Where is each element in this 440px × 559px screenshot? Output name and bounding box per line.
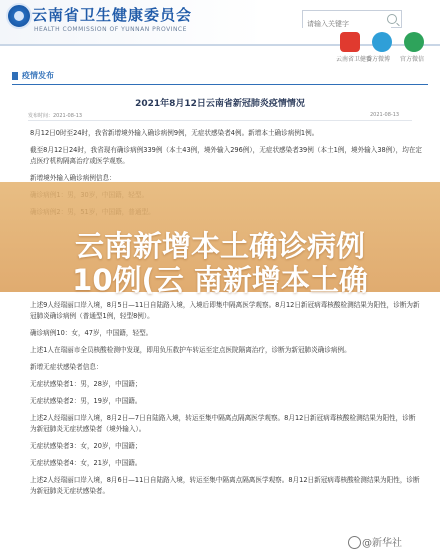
paragraph: 截至8月12日24时，我省现有确诊病例339例（本土43例，境外输入296例），无症状感染者39例（本土1例，境外输入38例），均在定点医疗机构隔离治疗或医学观察。 [30, 146, 423, 165]
paragraph: 上述9人经瑞丽口岸入境，8月5日—11日自陆路入境，入境后即集中隔离医学观察。8月12日新冠病毒核酸检测结果为阳性，诊断为新冠肺炎确诊病例（普通型1例，轻型8例）。 [30, 301, 420, 320]
weibo-label: 官方微博 [366, 56, 391, 63]
watermark: @新华社 [362, 538, 402, 549]
org-name-en: HEALTH COMMISSION OF YUNNAN PROVINCE [34, 26, 187, 33]
paragraph: 上述1人在瑞丽市全员核酸检测中发现，即用负压救护车转运至定点医院隔离治疗，诊断为新冠肺炎确诊病例。 [30, 346, 351, 354]
search-input[interactable] [303, 18, 391, 32]
paragraph: 上述2人经瑞丽口岸入境，8月6日—11日自陆路入境，转运至集中隔离点隔离医学观察。8月12日新冠病毒核酸检测结果为阳性，诊断为新冠肺炎无症状感染者。 [30, 476, 420, 495]
paragraph: 无症状感染者1：男，28岁，中国籍； [30, 380, 142, 388]
paragraph: 确诊病例10：女，47岁，中国籍，轻型。 [30, 329, 153, 337]
article-title: 2021年8月12日云南省新冠肺炎疫情情况 [135, 99, 305, 109]
article-body-lower [30, 300, 422, 503]
section-bar [12, 70, 428, 85]
article-source: 发布时间：2021-08-13 [28, 113, 83, 119]
paragraph: 8月12日0时至24时，我省新增境外输入确诊病例9例，无症状感染者4例。新增本土确诊病例1例。 [30, 129, 319, 137]
gov-app-label: 云南省卫健委 [336, 56, 373, 63]
org-name: 云南省卫生健康委员会 [32, 6, 193, 24]
emblem-icon [6, 3, 32, 29]
meta-divider [28, 120, 412, 121]
paragraph: 新增境外输入确诊病例信息： [30, 174, 116, 182]
paragraph: 无症状感染者3：女，20岁，中国籍； [30, 442, 142, 450]
watermark-logo-icon [348, 536, 361, 549]
wechat-label: 官方微信 [400, 56, 425, 63]
article-date: 2021-08-13 [370, 112, 400, 118]
section-marker-icon [12, 72, 18, 80]
search-icon[interactable] [387, 14, 397, 24]
wechat-icon[interactable] [404, 32, 424, 52]
search-box[interactable] [302, 10, 402, 28]
gov-app-icon[interactable] [340, 32, 360, 52]
paragraph: 无症状感染者2：男，19岁，中国籍。 [30, 397, 142, 405]
paragraph: 无症状感染者4：女，21岁，中国籍。 [30, 459, 142, 467]
section-title[interactable]: 疫情发布 [22, 71, 54, 80]
paragraph: 新增无症状感染者信息： [30, 363, 103, 371]
headline-line-2: 10例(云 南新增本土确 [72, 263, 368, 297]
weibo-icon[interactable] [372, 32, 392, 52]
headline-line-1: 云南新增本土确诊病例 [74, 229, 365, 263]
paragraph: 上述2人经瑞丽口岸入境，8月2日—7日自陆路入境，转运至集中隔离点隔离医学观察。8月12日新冠病毒核酸检测结果为阳性，诊断为新冠肺炎无症状感染者（境外输入）。 [30, 414, 416, 433]
